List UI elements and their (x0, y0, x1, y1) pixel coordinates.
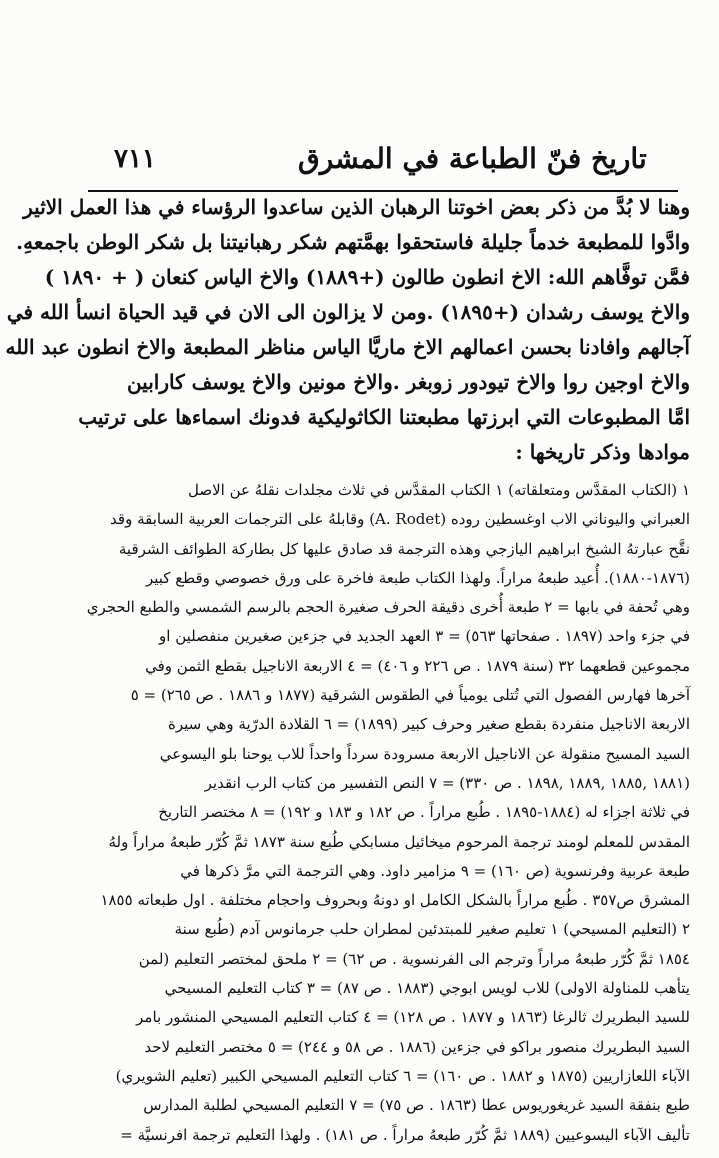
text-line: آجالهم وافادنا بحسن اعمالهم الاخ ماريَّا الياس مناظر المطبعة والاخ انطون عبد الله (5, 335, 690, 359)
text-line: فمَّن توفَّاهم الله: الاخ انطون طالون (+١٨٨٩) والاخ الياس كنعان ( + ١٨٩٠ ) (44, 265, 690, 289)
list-line: المشرق ص٣٥٧ . طُبع مراراً بالشكل الكامل او دونهُ وبحروف واحجام مختلفة . اول طبعاته ١٨٥٥ (100, 891, 690, 910)
page-header (70, 140, 670, 180)
list-line: المقدس للمعلم لومند ترجمة المرحوم ميخائيل مسابكي طُبع سنة ١٨٧٣ ثمَّ كُرّر طبعهُ مراراً ولهُ (108, 832, 690, 851)
list-line: ٢ (التعليم المسيحي) ١ تعليم صغير للمبتدئين لمطران حلب جرمانوس آدم (طُبع سنة (174, 920, 690, 939)
text-line: والاخ يوسف رشدان (+١٨٩٥) .ومن لا يزالون الى الان في قيد الحياة انسأ الله في (6, 300, 690, 324)
list-line: الاربعة الاناجيل منفردة بقطع صغير وحرف كبير (١٨٩٩) = ٦ القلادة الدرّية وهي سيرة (167, 715, 690, 734)
list-line: طبع بنفقة السيد غريغوريوس عطا (١٨٦٣ . ص ٧٥) = ٧ التعليم المسيحي لطلبة المدارس (143, 1096, 690, 1115)
list-line: للسيد البطريرك ثالرغا (١٨٦٣ و ١٨٧٧ . ص ١٢٨) = ٤ كتاب التعليم المسيحي المنشور بامر (136, 1008, 690, 1027)
list-line: في جزء واحد (١٨٩٧ . صفحاتها ٥٦٣) = ٣ العهد الجديد في جزءين صغيرين منفصلين او (159, 627, 690, 646)
list-line: نقَّح عبارتهُ الشيخ ابراهيم اليازجي وهذه الترجمة قد صادق عليها كل بطاركة الطوائف الشرقية (118, 539, 690, 558)
list-line: طبعة عربية وفرنسوية (ص ١٦٠) = ٩ مزامير داود. وهي الترجمة التي مرَّ ذكرها في (180, 861, 690, 880)
list-line: وهي تُحفة في بابها = ٢ طبعة أُخرى دقيقة الحرف صغيرة الحجم بالرسم الشمسي والطبع الحجري (86, 598, 690, 617)
text-line: والاخ اوجين روا والاخ تيودور زوبغر .والاخ مونين والاخ يوسف كارابين (126, 370, 690, 394)
text-line: وادَّوا للمطبعة خدماً جليلة فاستحقوا بهمَّتهم شكر رهبانيتنا بل شكر الوطن باجمعهِ. (16, 230, 690, 254)
list-line: تأليف الآباء اليسوعيين (١٨٨٩ ثمَّ كُرّر طبعهُ مراراً . ص ١٨١) . ولهذا التعليم ترجمة افرنسيَّة = (120, 1125, 690, 1144)
list-line: ١ (الكتاب المقدَّس ومتعلقاته) ١ الكتاب المقدَّس في ثلاث مجلدات نقلهُ عن الاصل (187, 481, 690, 499)
list-line: الآباء اللعازاريين (١٨٧٥ و ١٨٨٢ . ص ١٦٠) = ٦ كتاب التعليم المسيحي الكبير (تعليم الشويري) (115, 1066, 690, 1085)
running-title: تاريخ فنّ الطباعة في المشرق (298, 142, 647, 175)
list-line: مجموعين قطعهما ٣٢ (سنة ١٨٧٩ . ص ٢٢٦ و ٤٠٦) = ٤ الاربعة الاناجيل بقطع الثمن وفي (145, 656, 690, 675)
list-line: (١٨٨١ ,١٨٨٥ ,١٨٨٩ ,١٨٩٨ . ص ٣٣٠) = ٧ النص التفسير من كتاب الرب انقدير (204, 773, 690, 792)
list-line: في ثلاثة اجزاء له (١٨٨٤-١٨٩٥ . طُبع مراراً . ص ١٨٢ و ١٨٣ و ١٩٢) = ٨ مختصر التاريخ (158, 803, 690, 822)
list-line: آخرها فهارس الفصول التي تُتلى يومياً في الطقوس الشرقية (١٨٧٧ و ١٨٨٦ . ص ٢٦٥) = ٥ (130, 686, 690, 705)
page-body (5, 190, 690, 1150)
list-line: يتأهب للمناولة الاولى) للاب لويس ابوجي (١٨٨٣ . ص ٨٧) = ٣ كتاب التعليم المسيحي (164, 979, 690, 998)
list-line: (١٨٧٦-١٨٨٠). أُعيد طبعهُ مراراً. ولهذا الكتاب طبعة فاخرة على ورق خصوصي وقطع كبير (145, 568, 690, 587)
list-line: العبراني واليوناني الاب اوغسطين روده (A. Rodet) وقابلهُ على الترجمات العربية السابقة وقد (110, 510, 690, 529)
list-line: السيد البطريرك منصور براكو في جزءين (١٨٨٦ . ص ٥٨ و ٢٤٤) = ٥ مختصر التعليم لاحد (144, 1037, 690, 1056)
page-number: ٧١١ (114, 144, 156, 174)
text-line: موادها وذكر تاريخها : (515, 440, 690, 464)
text-line: امَّا المطبوعات التي ابرزتها مطبعتنا الكاثوليكية فدونك اسماءها على ترتيب (78, 405, 690, 429)
text-line: وهنا لا بُدَّ من ذكر بعض اخوتنا الرهبان الذين ساعدوا الرؤساء في هذا العمل الاثير (23, 195, 690, 219)
list-line: ١٨٥٤ ثمَّ كُرّر طبعهُ مراراً وترجم الى الفرنسوية . ص ٦٢) = ٢ ملحق لمختصر التعليم (لمن (138, 949, 690, 968)
list-line: السيد المسيح منقولة عن الاناجيل الاربعة مسرودة سرداً واحداً للاب يوحنا بلو اليسوعي (159, 744, 690, 763)
